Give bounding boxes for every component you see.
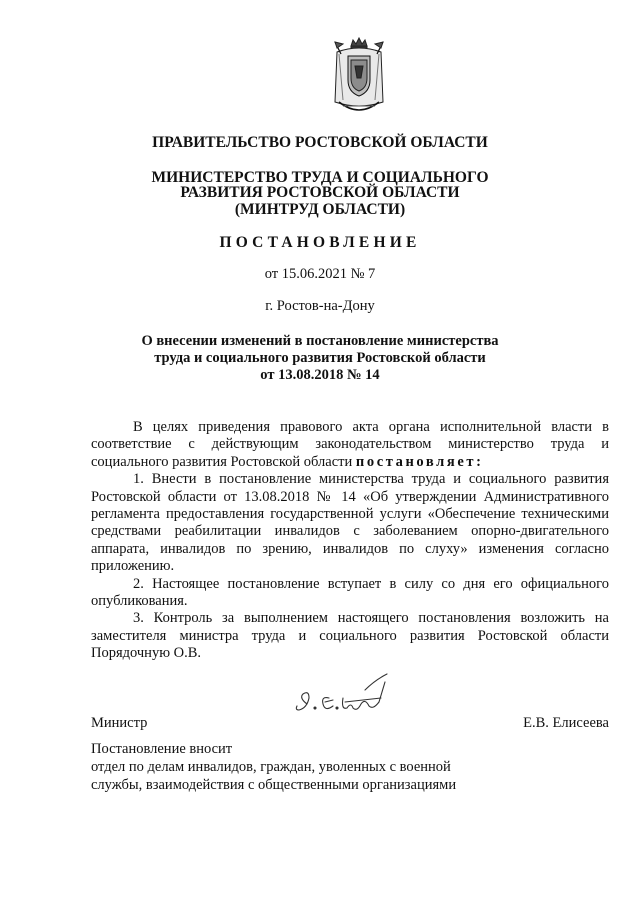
- government-title: ПРАВИТЕЛЬСТВО РОСТОВСКОЙ ОБЛАСТИ: [152, 134, 488, 151]
- footer-note: [91, 740, 456, 794]
- handwritten-signature: [285, 668, 395, 724]
- coat-of-arms-icon: [331, 36, 387, 120]
- intro-text: В целях приведения правового акта органа исполнительной власти в соответствие с действующим законодательством министерство труда и социального развития Ростовской области: [91, 419, 609, 470]
- decree-keyword: постановляет: [355, 453, 477, 470]
- item-2-paragraph: 2. Настоящее постановление вступает в силу со дня его официального опубликования.: [91, 575, 609, 610]
- signer-name: Е.В. Елисеева: [523, 715, 609, 731]
- item-1-paragraph: 1. Внести в постановление министерства труда и социального развития Ростовской области от 13.08.2018 № 14 «Об утверждении Административного регламента предоставления государственной услуги «Обеспечение техническими средствами реабилитации инвалидов с заболеванием опорно-двигательного аппарата, инвалидов по зрению, инвалидов по слуху» изменения согласно приложению.: [91, 471, 609, 575]
- ministry-name-line-1: МИНИСТЕРСТВО ТРУДА И СОЦИАЛЬНОГО: [151, 169, 489, 186]
- document-date-number: от 15.06.2021 № 7: [264, 266, 376, 282]
- subject-line-1: О внесении изменений в постановление министерства: [141, 333, 499, 349]
- ministry-name-line-3: (МИНТРУД ОБЛАСТИ): [234, 201, 406, 218]
- intro-colon: :: [476, 453, 481, 470]
- footer-line-1: Постановление вносит: [91, 741, 233, 757]
- document-type: ПОСТАНОВЛЕНИЕ: [219, 234, 421, 251]
- intro-paragraph: [91, 419, 609, 471]
- footer-line-2: отдел по делам инвалидов, граждан, уволенных с военной: [91, 759, 451, 775]
- ministry-name-line-2: РАЗВИТИЯ РОСТОВСКОЙ ОБЛАСТИ: [180, 184, 460, 201]
- footer-line-3: службы, взаимодействия с общественными организациями: [91, 777, 457, 793]
- subject-line-3: от 13.08.2018 № 14: [260, 367, 380, 383]
- subject-line-2: труда и социального развития Ростовской области: [154, 350, 486, 366]
- item-3-paragraph: 3. Контроль за выполнением настоящего постановления возложить на заместителя министра труда и социального развития Ростовской области Порядочную О.В.: [91, 610, 609, 662]
- signer-position: Министр: [91, 715, 148, 731]
- document-city: г. Ростов-на-Дону: [265, 298, 375, 314]
- document-body: [91, 419, 609, 663]
